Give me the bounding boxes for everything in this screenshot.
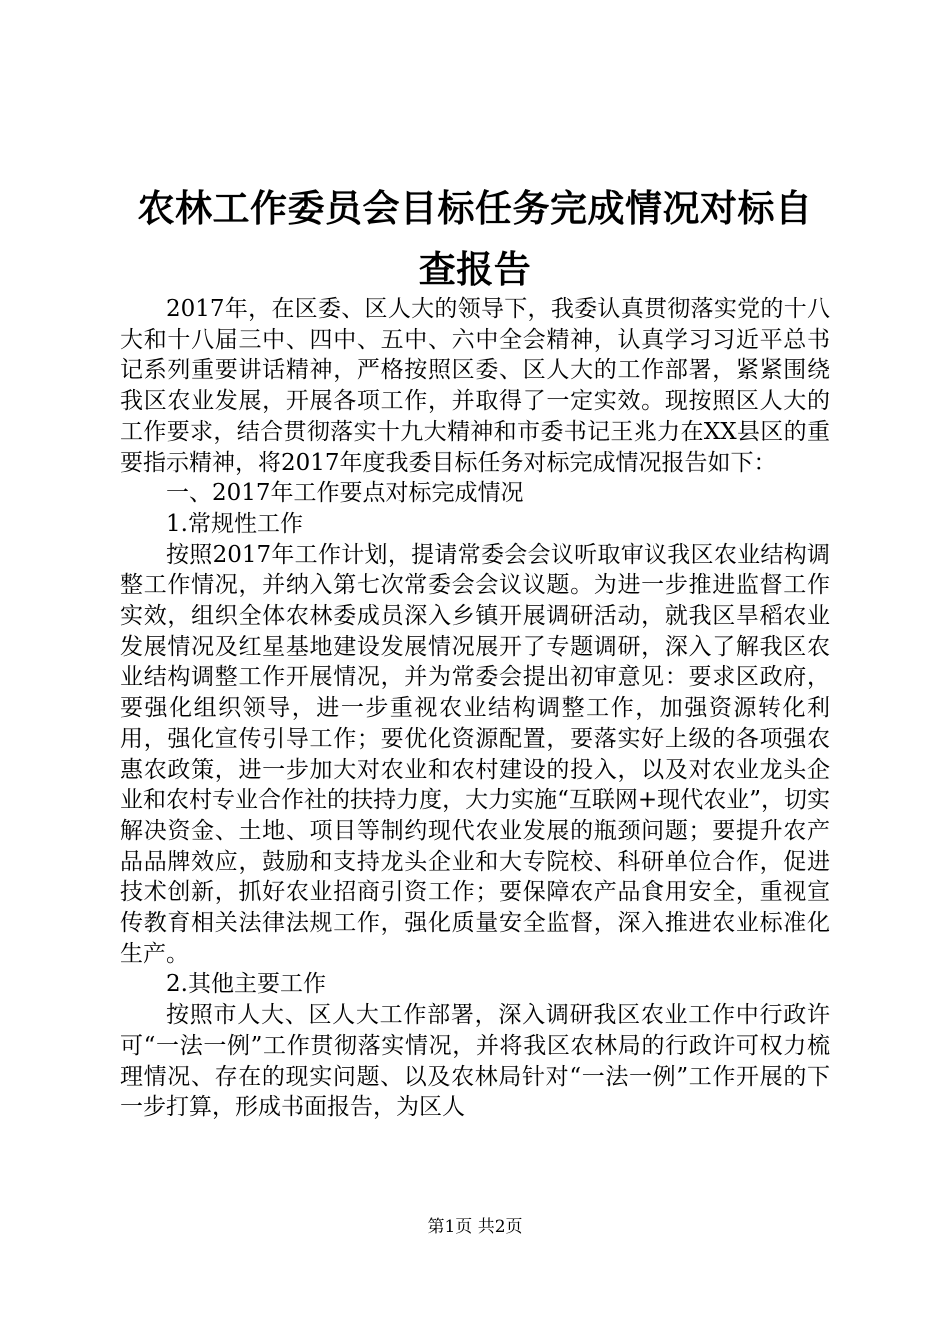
subsection-heading-other-work: 2.其他主要工作 [166, 971, 326, 998]
other-work-paragraph: 按照市人大、区人大工作部署，深入调研我区农业工作中行政许可“一法一例”工作贯彻落实情况，并将我区农林局的行政许可权力梳理情况、存在的现实问题、以及农林局针对“一法一例”工作开展的下一步打算，形成书面报告，为区人 [120, 1002, 830, 1121]
document-body [120, 294, 830, 1123]
routine-work-paragraph: 按照2017年工作计划，提请常委会会议听取审议我区农业结构调整工作情况，并纳入第七次常委会会议议题。为进一步推进监督工作实效，组织全体农林委成员深入乡镇开展调研活动，就我区旱稻农业发展情况及红星基地建设发展情况展开了专题调研，深入了解我区农业结构调整工作开展情况，并为常委会提出初审意见：要求区政府，要强化组织领导，进一步重视农业结构调整工作，加强资源转化利用，强化宣传引导工作；要优化资源配置，要落实好上级的各项强农惠农政策，进一步加大对农业和农村建设的投入，以及对农业龙头企业和农村专业合作社的扶持力度，大力实施“互联网+现代农业”，切实解决资金、土地、项目等制约现代农业发展的瓶颈问题；要提升农产品品牌效应，鼓励和支持龙头企业和大专院校、科研单位合作，促进技术创新，抓好农业招商引资工作；要保障农产品食用安全，重视宣传教育相关法律法规工作，强化质量安全监督，深入推进农业标准化生产。 [120, 541, 830, 967]
intro-paragraph: 2017年，在区委、区人大的领导下，我委认真贯彻落实党的十八大和十八届三中、四中、五中、六中全会精神，认真学习习近平总书记系列重要讲话精神，严格按照区委、区人大的工作部署，紧紧围绕我区农业发展，开展各项工作，并取得了一定实效。现按照区人大的工作要求，结合贯彻落实十九大精神和市委书记王兆力在XX县区的重要指示精神，将2017年度我委目标任务对标完成情况报告如下： [120, 296, 830, 476]
subsection-heading-routine-work: 1.常规性工作 [166, 510, 303, 537]
page-footer: 第1页 共2页 [427, 1217, 523, 1237]
section-heading-1: 一、2017年工作要点对标完成情况 [166, 480, 524, 507]
document-title: 农林工作委员会目标任务完成情况对标自查报告 [137, 187, 813, 291]
